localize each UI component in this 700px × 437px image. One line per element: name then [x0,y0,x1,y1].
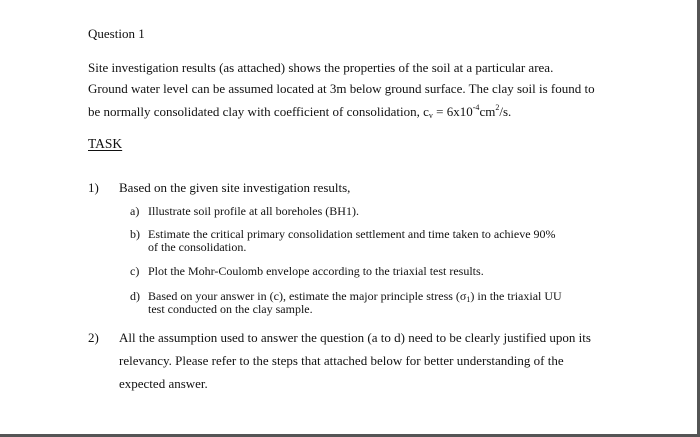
intro-line-1: Site investigation results (as attached) shows the properties of the soil at a particular area. [88,60,554,75]
subitem-d-letter: d) [130,289,140,303]
item-1-text: Based on the given site investigation results, [119,180,351,195]
subitem-c-text: Plot the Mohr-Coulomb envelope according to the triaxial test results. [148,264,484,278]
intro-line-2: Ground water level can be assumed located at 3m below ground surface. The clay soil is found to [88,81,595,96]
subitem-d-line-2: test conducted on the clay sample. [148,302,313,316]
item-1-number: 1) [88,180,99,195]
subitem-d-line-1: Based on your answer in (c), estimate the major principle stress $(\sigma_1)$ in the triaxial UU [148,289,562,304]
item-2-line-1: All the assumption used to answer the question (a to d) need to be clearly justified upon its [119,330,591,345]
item-2-number: 2) [88,330,99,345]
subitem-b-line-2: of the consolidation. [148,240,247,254]
item-2-line-2: relevancy. Please refer to the steps that attached below for better understanding of the [119,353,564,368]
task-heading: TASK [88,136,123,151]
item-2-line-3: expected answer. [119,376,208,391]
subitem-c-letter: c) [130,264,140,278]
question-title: Question 1 [88,26,145,41]
subitem-b-line-1: Estimate the critical primary consolidation settlement and time taken to achieve 90% [148,227,556,241]
intro-line-3: be normally consolidated clay with coefficient of consolidation, $c_v = 6x10^{-4}cm^2/s$. [88,103,512,120]
subitem-a-letter: a) [130,204,140,218]
subitem-b-letter: b) [130,227,140,241]
subitem-a-text: Illustrate soil profile at all boreholes (BH1). [148,204,359,218]
